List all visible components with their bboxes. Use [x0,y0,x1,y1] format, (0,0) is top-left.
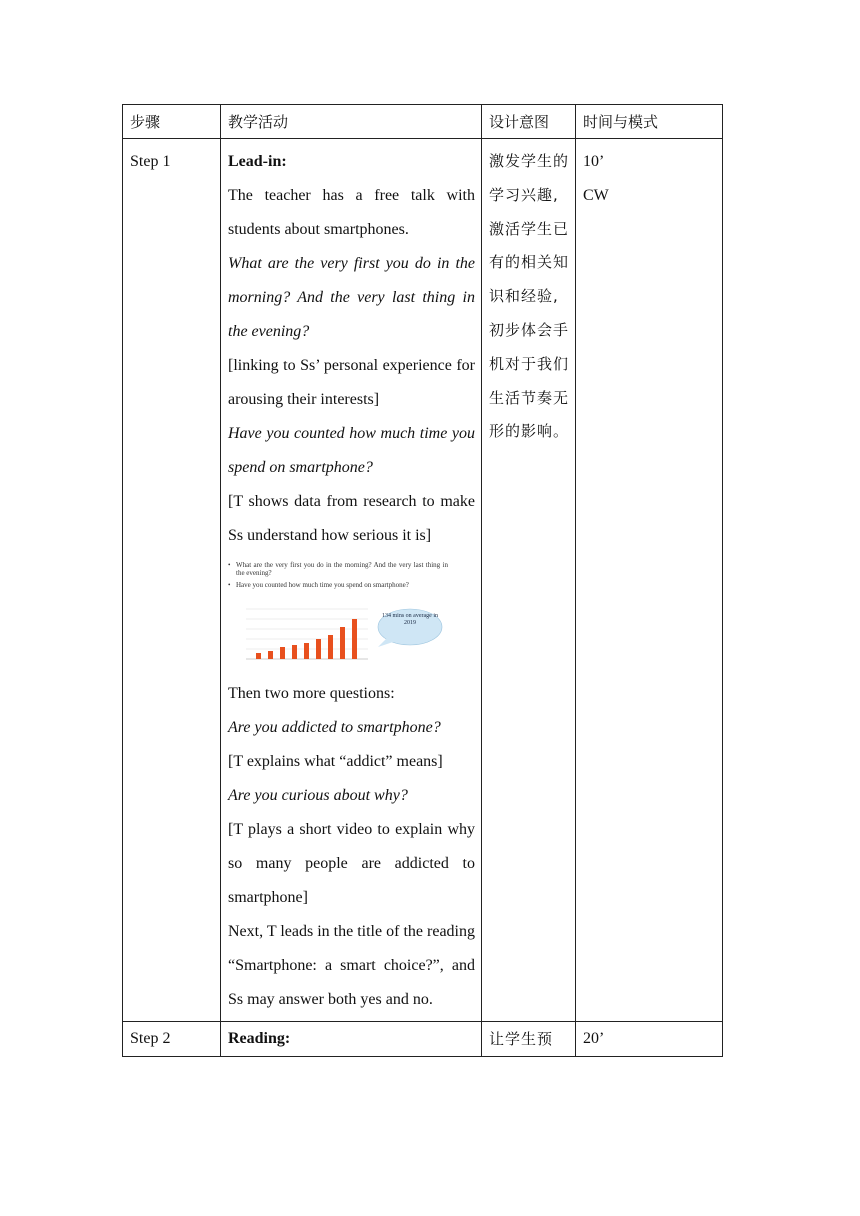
slide-bar-chart [228,601,448,671]
activity-cell [221,1022,482,1057]
activity-note: [linking to Ss’ personal experience for arousing their interests] [228,357,475,408]
header-activity: 教学活动 [221,105,482,139]
lesson-plan-table [122,104,723,1057]
activity-question: Have you counted how much time you spend on smartphone? [228,425,475,476]
activity-cell [221,139,482,1022]
activity-note: [T explains what “addict” means] [228,753,443,770]
activity-paragraph: The teacher has a free talk with students about smartphones. [228,187,475,238]
slide-bullet: • What are the very first you do in the morning? And the very last thing in the evening? [228,561,448,577]
slide-bullet: • Have you counted how much time you spend on smartphone? [228,581,448,589]
time-mode-cell [576,1022,723,1057]
header-step: 步骤 [123,105,221,139]
step-label: Step 1 [130,153,171,170]
activity-question: Are you curious about why? [228,787,408,804]
activity-note: [T shows data from research to make Ss understand how serious it is] [228,493,475,544]
time-mode-cell [576,139,723,1022]
table-row-step2 [123,1022,723,1057]
activity-title: Reading: [228,1030,291,1047]
time-value: 20’ [583,1030,605,1047]
slide-callout-text: 134 mins on average in 2019 [382,613,438,626]
header-intent: 设计意图 [482,105,576,139]
mode-value: CW [583,187,609,204]
header-time-mode: 时间与模式 [576,105,723,139]
intent-cell: 激发学生的学习兴趣,激活学生已有的相关知识和经验,初步体会手机对于我们生活节奏无形的影响。 [482,139,576,1022]
activity-title: Lead-in: [228,153,287,170]
step-cell [123,1022,221,1057]
table-row-step1 [123,139,723,1022]
activity-question: What are the very first you do in the morning? And the very last thing in the evening? [228,255,475,340]
intent-cell: 让学生预 [482,1022,576,1057]
activity-question: Are you addicted to smartphone? [228,719,441,736]
time-value: 10’ [583,153,605,170]
activity-note: [T plays a short video to explain why so many people are addicted to smartphone] [228,821,475,906]
step-cell [123,139,221,1022]
activity-paragraph: Then two more questions: [228,685,395,702]
step-label: Step 2 [130,1030,171,1047]
activity-paragraph: Next, T leads in the title of the reading “Smartphone: a smart choice?”, and Ss may answer both yes and no. [228,923,475,1008]
embedded-slide-image [228,561,448,671]
header-row [123,105,723,139]
